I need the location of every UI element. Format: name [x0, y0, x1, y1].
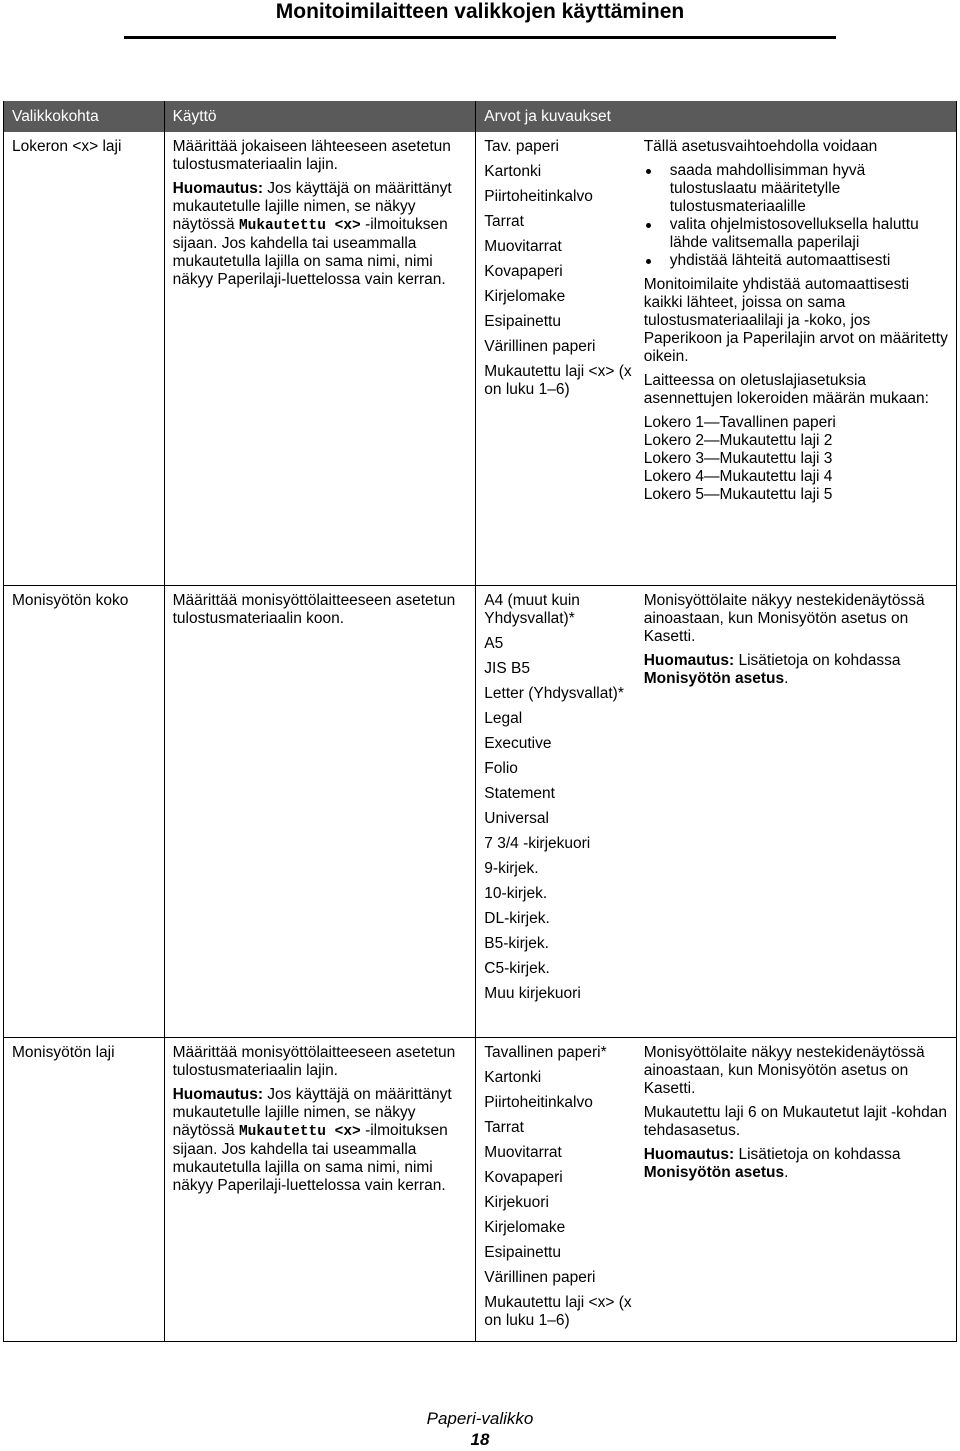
default-tray-item: Lokero 4—Mukautettu laji 4	[643, 468, 833, 485]
menu-item-name: Monisyötön laji	[4, 1037, 165, 1341]
bullet-item: valita ohjelmistosovelluksella haluttu lähde valitsemalla paperilaji	[644, 216, 950, 252]
value-item: Kartonki	[484, 1068, 542, 1086]
header-usage: Käyttö	[164, 101, 476, 132]
note-text-end: -ilmoituksen sijaan. Jos kahdella tai useammalla mukautetulla lajilla on sama nimi, nimi näkyy Paperilaji-luettelossa vain kerran.	[172, 1121, 448, 1194]
default-tray-item: Lokero 3—Mukautettu laji 3	[643, 450, 833, 467]
note-text-end: -ilmoituksen sijaan. Jos kahdella tai useammalla mukautetulla lajilla on sama nimi, nimi näkyy Paperilaji-luettelossa vain kerran.	[172, 216, 448, 288]
description-bullets	[644, 162, 950, 270]
usage-note	[173, 180, 470, 289]
default-tray-item: Lokero 2—Mukautettu laji 2	[643, 432, 833, 449]
note-link[interactable]: Monisyötön asetus	[643, 669, 785, 687]
usage-cell	[164, 1037, 476, 1341]
description-cell	[644, 132, 957, 585]
page-header	[0, 0, 960, 24]
note-label: Huomautus:	[172, 1085, 263, 1103]
value-item: Kovapaperi	[484, 1168, 563, 1186]
value-item: Kartonki	[484, 163, 542, 180]
menu-item-name: Monisyötön koko	[4, 585, 165, 1037]
value-item: Letter (Yhdysvallat)*	[484, 684, 624, 702]
value-item: 7 3/4 -kirjekuori	[484, 834, 591, 852]
value-item: Kovapaperi	[484, 263, 563, 280]
value-item: Esipainettu	[484, 313, 561, 330]
value-item: JIS B5	[484, 659, 530, 677]
value-item: A4 (muut kuin Yhdysvallat)*	[484, 591, 580, 627]
page-footer	[0, 1408, 960, 1450]
value-item: Kirjelomake	[484, 1218, 566, 1236]
value-item: Folio	[484, 759, 518, 777]
description-text: Monisyöttölaite näkyy nestekidenäytössä ainoastaan, kun Monisyötön asetus on Kasetti.	[643, 591, 925, 645]
usage-intro: Määrittää monisyöttölaitteeseen asetetun tulostusmateriaalin koon.	[172, 591, 456, 627]
note-end: .	[784, 669, 789, 687]
usage-cell	[164, 132, 476, 585]
values-cell	[476, 1037, 644, 1341]
value-item: Muovitarrat	[484, 238, 562, 255]
paper-menu-table	[3, 101, 957, 1342]
note-link[interactable]: Monisyötön asetus	[643, 1163, 785, 1181]
value-item: Esipainettu	[484, 1243, 561, 1261]
usage-note	[173, 1086, 470, 1195]
value-item: Tavallinen paperi*	[484, 1043, 607, 1061]
value-item: Värillinen paperi	[484, 338, 596, 355]
description-text: Monitoimilaite yhdistää automaattisesti kaikki lähteet, joissa on sama tulostusmateriaalilaji ja -koko, jos Paperikoon ja Paperilajin arvot on määritetty oikein.	[643, 276, 948, 365]
value-item: Muovitarrat	[484, 1143, 562, 1161]
value-item: B5-kirjek.	[484, 934, 549, 952]
note-label: Huomautus:	[643, 1145, 735, 1163]
value-item: Executive	[484, 734, 552, 752]
default-tray-item: Lokero 1—Tavallinen paperi	[643, 414, 836, 431]
note-code: Mukautettu <x>	[238, 218, 361, 234]
value-item: Kirjelomake	[484, 288, 566, 305]
values-cell	[476, 132, 644, 585]
bullet-item: saada mahdollisimman hyvä tulostuslaatu määritetylle tulostusmateriaalille	[644, 162, 950, 216]
values-cell	[476, 585, 644, 1037]
table-row	[4, 132, 957, 585]
value-item: Tarrat	[484, 213, 524, 230]
bullet-item: yhdistää lähteitä automaattisesti	[644, 252, 950, 270]
default-tray-list	[644, 414, 950, 504]
table-header-row	[4, 101, 957, 132]
description-cell	[644, 585, 957, 1037]
note-text: Lisätietoja on kohdassa	[734, 651, 901, 669]
value-item: DL-kirjek.	[484, 909, 550, 927]
usage-intro: Määrittää monisyöttölaitteeseen asetetun tulostusmateriaalin lajin.	[172, 1043, 456, 1079]
description-text: Monisyöttölaite näkyy nestekidenäytössä ainoastaan, kun Monisyötön asetus on Kasetti.	[643, 1043, 925, 1097]
value-item: Legal	[484, 709, 523, 727]
table-row	[4, 1037, 957, 1341]
value-item: 9-kirjek.	[484, 859, 539, 877]
value-item: A5	[484, 634, 504, 652]
description-text: Laitteessa on oletuslajiasetuksia asennettujen lokeroiden määrän mukaan:	[643, 372, 929, 407]
description-text: Tällä asetusvaihtoehdolla voidaan	[643, 138, 878, 155]
table-row	[4, 585, 957, 1037]
header-menu-item: Valikkokohta	[4, 101, 165, 132]
value-item: Mukautettu laji <x> (x on luku 1–6)	[484, 363, 632, 398]
value-item: Statement	[484, 784, 555, 802]
value-item: Tarrat	[484, 1118, 524, 1136]
note-end: .	[784, 1163, 789, 1181]
value-item: Universal	[484, 809, 549, 827]
page-title: Monitoimilaitteen valikkojen käyttäminen	[275, 0, 685, 23]
value-item: Muu kirjekuori	[484, 984, 581, 1002]
note-label: Huomautus:	[643, 651, 735, 669]
description-cell	[644, 1037, 957, 1341]
footer-section-name: Paperi-valikko	[426, 1409, 534, 1428]
note-text: Jos käyttäjä on määrittänyt mukautetulle lajille nimen, se näkyy näytössä	[172, 1085, 452, 1139]
note-code: Mukautettu <x>	[238, 1123, 361, 1140]
value-item: Kirjekuori	[484, 1193, 549, 1211]
value-item: Piirtoheitinkalvo	[484, 188, 593, 205]
note-text: Jos käyttäjä on määrittänyt mukautetulle lajille nimen, se näkyy näytössä	[172, 180, 452, 233]
value-item: Tav. paperi	[484, 138, 559, 155]
value-item: Mukautettu laji <x> (x on luku 1–6)	[484, 1293, 632, 1329]
description-text: Mukautettu laji 6 on Mukautetut lajit -kohdan tehdasasetus.	[643, 1103, 948, 1139]
menu-item-name: Lokeron <x> laji	[4, 132, 165, 585]
usage-intro: Määrittää jokaiseen lähteeseen asetetun tulostusmateriaalin lajin.	[172, 138, 451, 173]
description-note	[644, 652, 950, 688]
note-text: Lisätietoja on kohdassa	[734, 1145, 901, 1163]
header-values: Arvot ja kuvaukset	[476, 101, 957, 132]
value-item: C5-kirjek.	[484, 959, 550, 977]
value-item: Piirtoheitinkalvo	[484, 1093, 593, 1111]
value-item: Värillinen paperi	[484, 1268, 596, 1286]
default-tray-item: Lokero 5—Mukautettu laji 5	[643, 486, 833, 503]
page-number: 18	[470, 1430, 490, 1449]
value-item: 10-kirjek.	[484, 884, 548, 902]
usage-cell	[164, 585, 476, 1037]
note-label: Huomautus:	[172, 180, 263, 197]
description-note	[644, 1146, 950, 1182]
header-rule	[124, 36, 836, 39]
